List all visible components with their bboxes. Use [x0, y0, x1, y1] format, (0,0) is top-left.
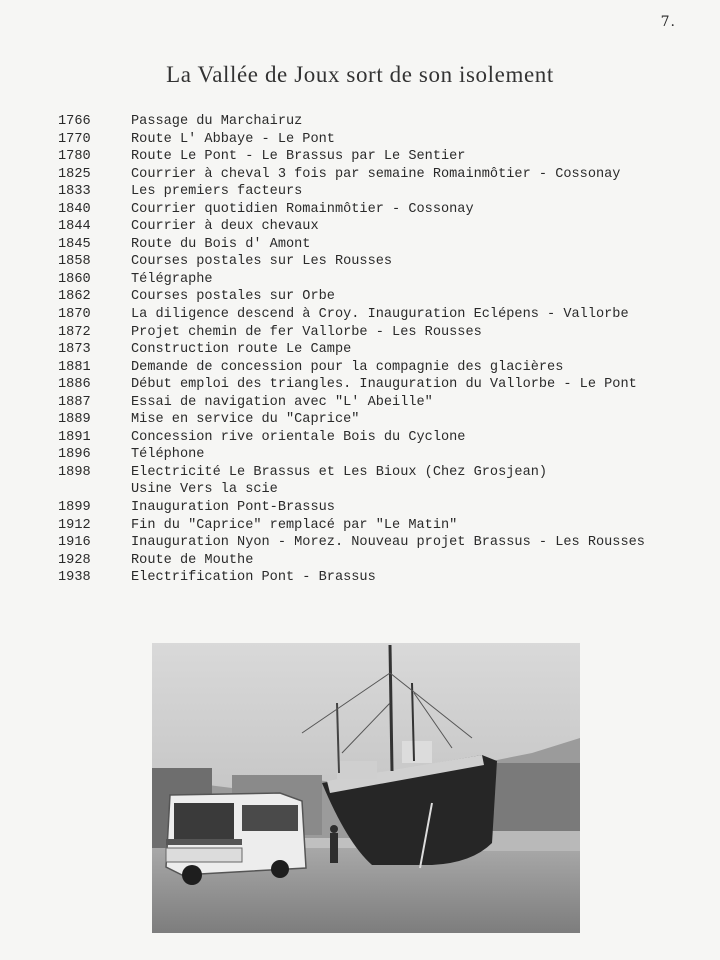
timeline-row	[58, 481, 698, 499]
timeline-year: 1844	[58, 219, 91, 235]
timeline-row	[58, 166, 698, 184]
timeline-year: 1870	[58, 307, 91, 323]
timeline-event: Passage du Marchairuz	[131, 114, 303, 129]
timeline-year: 1889	[58, 412, 91, 428]
timeline-row	[58, 359, 698, 377]
timeline-year: 1886	[58, 377, 91, 393]
timeline-row	[58, 376, 698, 394]
timeline-event: Projet chemin de fer Vallorbe - Les Rousses	[131, 324, 482, 340]
timeline-event: Télégraphe	[131, 271, 213, 287]
timeline-event: Mise en service du "Caprice"	[131, 412, 360, 428]
timeline-row	[58, 271, 698, 289]
timeline-row	[58, 288, 698, 306]
timeline-year: 1825	[58, 166, 91, 182]
timeline-year: 1858	[58, 254, 91, 270]
timeline-row	[58, 218, 698, 236]
timeline-event: Essai de navigation avec "L' Abeille"	[131, 394, 433, 410]
timeline-row	[58, 131, 698, 149]
timeline-event: Inauguration Nyon - Morez. Nouveau projet Brassus - Les Rousses	[131, 535, 645, 551]
timeline-year: 1833	[58, 184, 91, 200]
timeline-event: Téléphone	[131, 447, 205, 463]
timeline-row	[58, 236, 698, 254]
timeline-row	[58, 253, 698, 271]
timeline-year: 1766	[58, 114, 91, 129]
timeline-event: La diligence descend à Croy. Inauguration Eclépens - Vallorbe	[131, 307, 629, 323]
timeline-row	[58, 183, 698, 201]
timeline-row	[58, 446, 698, 464]
timeline-row	[58, 411, 698, 429]
timeline-event: Usine Vers la scie	[131, 482, 278, 498]
timeline-year: 1916	[58, 535, 91, 551]
timeline-event: Route du Bois d' Amont	[131, 236, 311, 252]
timeline-row	[58, 306, 698, 324]
timeline-event: Courrier à cheval 3 fois par semaine Romainmôtier - Cossonay	[131, 166, 621, 182]
timeline-year: 1896	[58, 447, 91, 463]
timeline-year: 1938	[58, 570, 91, 586]
timeline-event: Electrification Pont - Brassus	[131, 570, 376, 586]
timeline-event: Fin du "Caprice" remplacé par "Le Matin"	[131, 517, 458, 533]
timeline-event: Courses postales sur Orbe	[131, 289, 335, 305]
timeline-year: 1840	[58, 201, 91, 217]
timeline-event: Concession rive orientale Bois du Cyclone	[131, 429, 466, 445]
timeline-year: 1872	[58, 324, 91, 340]
timeline-year	[58, 481, 131, 499]
timeline-row	[58, 148, 698, 166]
timeline-event: Courrier à deux chevaux	[131, 219, 319, 235]
timeline-row	[58, 201, 698, 219]
timeline-row	[58, 464, 698, 482]
timeline-row	[58, 534, 698, 552]
timeline-year: 1862	[58, 289, 91, 305]
harbor-photo	[152, 643, 580, 933]
timeline-event: Construction route Le Campe	[131, 342, 352, 358]
timeline-list	[58, 113, 698, 587]
timeline-row	[58, 341, 698, 359]
timeline-year: 1887	[58, 394, 91, 410]
timeline-row	[58, 499, 698, 517]
timeline-year: 1899	[58, 500, 91, 516]
timeline-row	[58, 324, 698, 342]
timeline-event: Les premiers facteurs	[131, 184, 303, 200]
timeline-event: Inauguration Pont-Brassus	[131, 500, 335, 516]
timeline-event: Electricité Le Brassus et Les Bioux (Chez Grosjean)	[131, 464, 548, 480]
timeline-event: Courrier quotidien Romainmôtier - Cossonay	[131, 201, 474, 217]
timeline-event: Route de Mouthe	[131, 552, 254, 568]
timeline-year: 1780	[58, 149, 91, 165]
timeline-row	[58, 429, 698, 447]
timeline-event: Début emploi des triangles. Inauguration du Vallorbe - Le Pont	[131, 377, 637, 393]
timeline-year: 1860	[58, 271, 91, 287]
timeline-event: Demande de concession pour la compagnie des glacières	[131, 359, 564, 375]
timeline-row	[58, 569, 698, 587]
timeline-year: 1770	[58, 131, 91, 147]
page-number: 7.	[660, 14, 676, 30]
timeline-year: 1873	[58, 342, 91, 358]
timeline-row	[58, 394, 698, 412]
timeline-event: Route L' Abbaye - Le Pont	[131, 131, 335, 147]
timeline-row	[58, 552, 698, 570]
bus-and-ship-image	[152, 643, 580, 933]
timeline-year: 1845	[58, 236, 91, 252]
timeline-year: 1898	[58, 464, 91, 480]
timeline-year: 1928	[58, 552, 91, 568]
timeline-event: Courses postales sur Les Rousses	[131, 254, 393, 270]
timeline-row	[58, 113, 698, 131]
timeline-year: 1881	[58, 359, 91, 375]
timeline-year: 1912	[58, 517, 91, 533]
timeline-row	[58, 517, 698, 535]
timeline-year: 1891	[58, 429, 91, 445]
page-title: La Vallée de Joux sort de son isolement	[166, 62, 554, 87]
timeline-event: Route Le Pont - Le Brassus par Le Sentier	[131, 149, 466, 165]
